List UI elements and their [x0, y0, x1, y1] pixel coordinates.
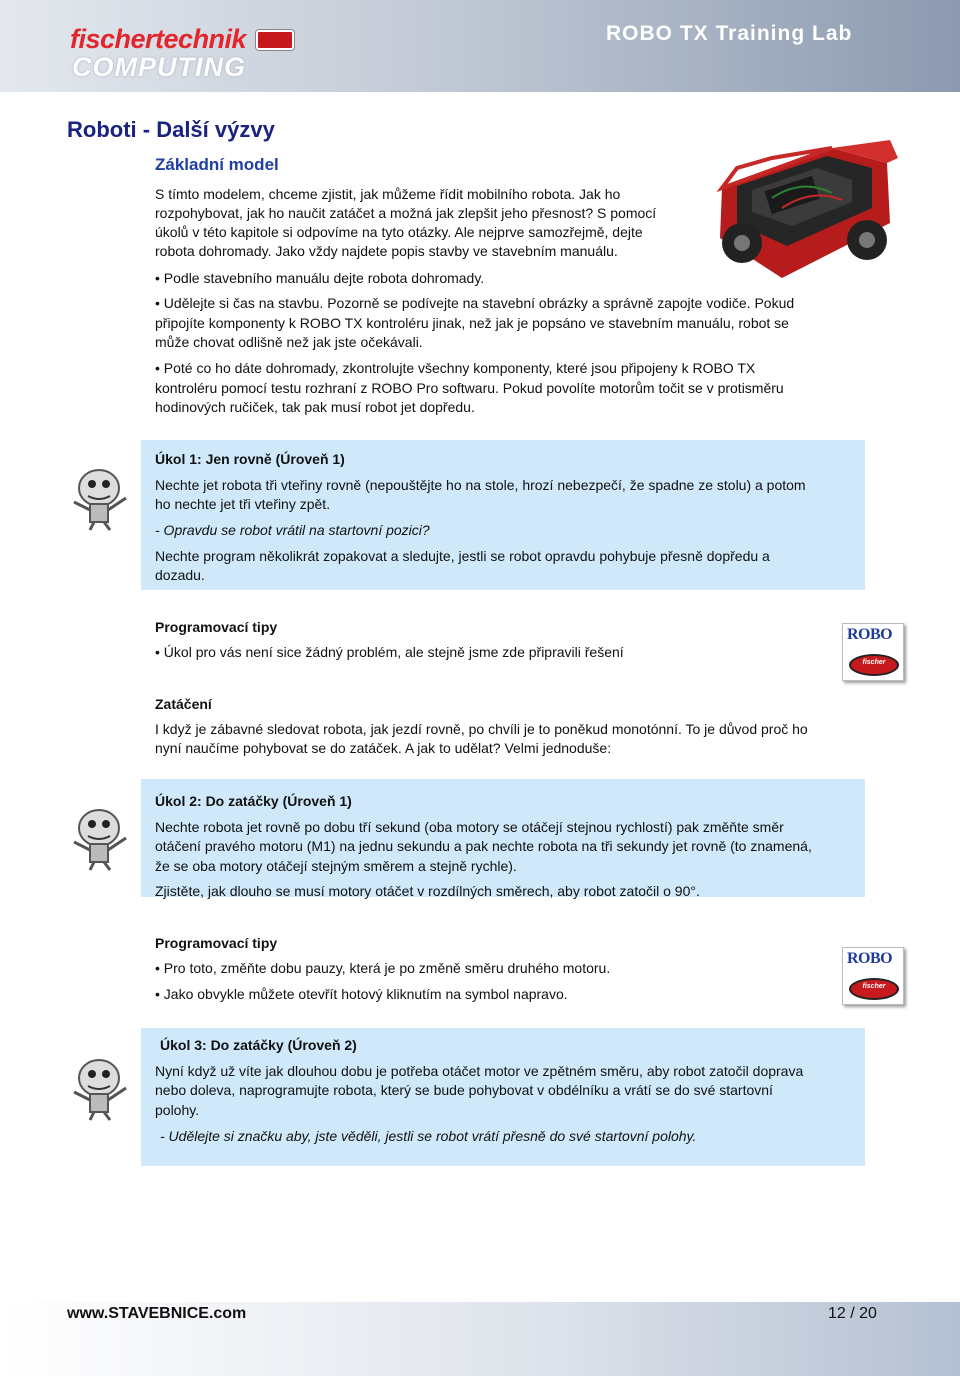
intro-line-3: úkolů v této kapitole si odpovíme na tyto otázky. Ale nejprve samozřejmě, dejte — [155, 224, 643, 240]
task-3-title: Úkol 3: Do zatáčky (Úroveň 2) — [160, 1037, 357, 1053]
page-number: 12 / 20 — [828, 1305, 877, 1322]
fischer-oval-icon: fischer — [849, 978, 899, 1000]
intro-bullet-2-line-2: připojíte komponenty k ROBO TX kontroléru jinak, než jak je popsáno ve stavebním manuálu, robot se — [155, 315, 789, 331]
mascot-icon — [66, 802, 132, 872]
intro-bullet-2-line-1: • Udělejte si čas na stavbu. Pozorně se podívejte na stavební obrázky a správně zapojte vodiče. Pokud — [155, 295, 795, 311]
robo-pro-program-icon[interactable] — [842, 623, 904, 681]
task-3-text-line-2: nebo doleva, naprogramujte robota, který se bude pohybovat v obdélníku a vrátí se do své startovní — [155, 1082, 773, 1098]
tips-1-bullet: • Úkol pro vás není sice žádný problém, ale stejně jsme zde připravili řešení — [155, 644, 624, 660]
fischertechnik-logo: fischertechnik — [70, 24, 247, 54]
task-1-question: - Opravdu se robot vrátil na startovní pozici? — [155, 522, 430, 538]
task-2-text-line-3: že se oba motory otáčejí stejným směrem a stejně rychle). — [155, 858, 517, 874]
robo-logo-text: ROBO — [847, 950, 893, 967]
fischertechnik-badge-icon — [256, 30, 294, 50]
intro-line-4: robota dohromady. Jako vždy najdete popis stavby ve stavebním manuálu. — [155, 243, 618, 259]
intro-bullet-3-line-3: hodinových ručiček, tak pak musí robot jet dopředu. — [155, 399, 475, 415]
task-3-text-line-1: Nyní když už víte jak dlouhou dobu je potřeba otáčet motor ve zpětném směru, aby robot zatočil doprava — [155, 1063, 804, 1079]
page-header — [0, 0, 960, 92]
fischer-oval-icon: fischer — [849, 654, 899, 676]
task-2-title: Úkol 2: Do zatáčky (Úroveň 1) — [155, 793, 352, 809]
intro-bullet-2-line-3: může chovat odlišně než jak jste očekávali. — [155, 334, 423, 350]
intro-line-1: S tímto modelem, chceme zjistit, jak můžeme řídit mobilního robota. Jak ho — [155, 186, 621, 202]
section-title: Základní model — [155, 155, 279, 174]
mascot-icon — [66, 1052, 132, 1122]
task-2-text2: Zjistěte, jak dlouho se musí motory otáčet v rozdílných směrech, aby robot zatočil o 90°. — [155, 883, 700, 899]
tips-2-title: Programovací tipy — [155, 935, 278, 951]
task-1-title: Úkol 1: Jen rovně (Úroveň 1) — [155, 451, 345, 467]
brand-title: ROBO TX Training Lab — [606, 22, 853, 45]
mascot-icon — [66, 462, 132, 532]
turning-line-2: nyní naučíme pohybovat se do zatáček. A jak to udělat? Velmi jednoduše: — [155, 740, 612, 756]
task-1-text2-line-2: dozadu. — [155, 567, 205, 583]
tips-2-bullet-1: • Pro toto, změňte dobu pauzy, která je po změně směru druhého motoru. — [155, 960, 611, 976]
page-title: Roboti - Další výzvy — [67, 117, 275, 142]
task-3-question: - Udělejte si značku aby, jste věděli, jestli se robot vrátí přesně do své startovní polohy. — [160, 1128, 697, 1144]
intro-line-2: rozpohybovat, jak ho naučit zatáčet a možná jak zlepšit jeho přesnost? S pomocí — [155, 205, 657, 221]
task-2-text-line-1: Nechte robota jet rovně po dobu tří sekund (oba motory se otáčejí stejnou rychlostí) pak změňte směr — [155, 819, 784, 835]
intro-bullet-3-line-2: kontroléru pomocí testu rozhraní z ROBO Pro softwaru. Pokud povolíte motorům točit se v protisměru — [155, 380, 784, 396]
tips-1-title: Programovací tipy — [155, 619, 278, 635]
computing-logo: COMPUTING — [72, 52, 246, 82]
task-1-text-line-1: Nechte jet robota tři vteřiny rovně (nepouštějte ho na stole, hrozí nebezpečí, že spadne ze stolu) a potom — [155, 477, 806, 493]
footer-website-link[interactable]: www.STAVEBNICE.com — [67, 1305, 247, 1322]
intro-bullet-3-line-1: • Poté co ho dáte dohromady, zkontrolujte všechny komponenty, které jsou připojeny k ROBO TX — [155, 360, 756, 376]
task-3-text-line-3: polohy. — [155, 1102, 200, 1118]
intro-bullet-1: • Podle stavebního manuálu dejte robota dohromady. — [155, 270, 485, 286]
turning-line-1: I když je zábavné sledovat robota, jak jezdí rovně, po chvíli je to poněkud monotónní. To je důvod proč ho — [155, 721, 808, 737]
robo-pro-program-icon[interactable] — [842, 947, 904, 1005]
robot-model-image — [712, 128, 902, 288]
task-1-text2-line-1: Nechte program několikrát zopakovat a sledujte, jestli se robot opravdu pohybuje přesně dopředu a — [155, 548, 770, 564]
tips-2-bullet-2: • Jako obvykle můžete otevřít hotový kliknutím na symbol napravo. — [155, 986, 568, 1002]
task-1-text-line-2: ho nechte jet tři vteřiny zpět. — [155, 496, 331, 512]
robo-logo-text: ROBO — [847, 626, 893, 643]
turning-title: Zatáčení — [155, 696, 212, 712]
task-2-text-line-2: otáčení pravého motoru (M1) na jednu sekundu a pak nechte robota na tři sekundy jet rovně (to znamená, — [155, 838, 812, 854]
